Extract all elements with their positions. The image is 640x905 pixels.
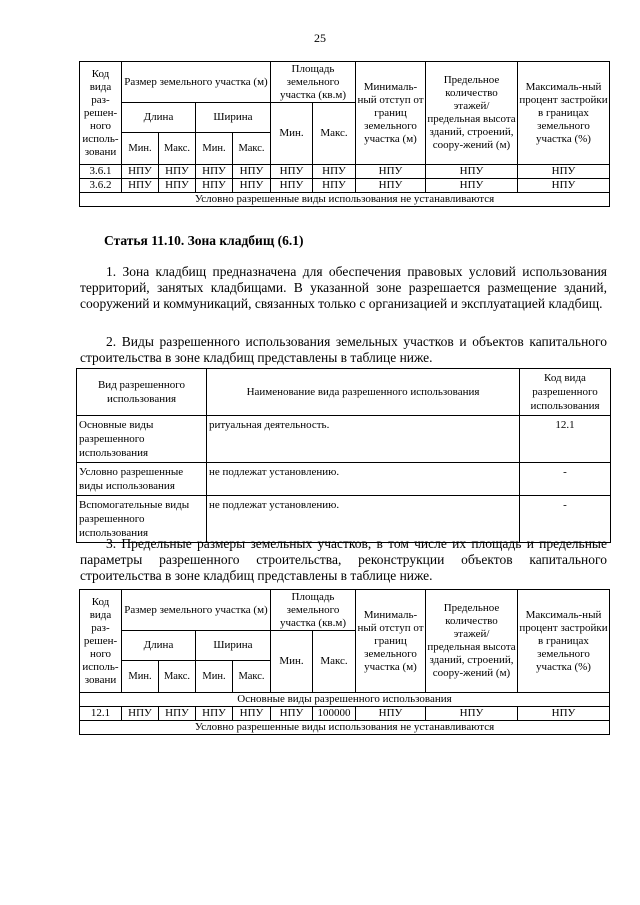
cell: НПУ — [426, 179, 518, 193]
table-row — [80, 707, 610, 721]
paragraph-2: 2. Виды разрешенного использования земельных участков и объектов капитального строительства в зоне кладбищ представлены в таблице ниже. — [80, 334, 607, 365]
table-row — [80, 179, 610, 193]
header-length-max: Макс. — [159, 661, 196, 693]
parameters-table-1 — [79, 61, 610, 207]
header-use-name: Наименование вида разрешенного использования — [207, 369, 520, 416]
cell: 12.1 — [520, 416, 611, 463]
header-use-code: Код вида разрешенного использования — [520, 369, 611, 416]
permitted-use-table — [76, 368, 611, 543]
cell: НПУ — [233, 165, 271, 179]
table-row — [77, 416, 611, 463]
header-width-min: Мин. — [196, 133, 233, 165]
header-length-min: Мин. — [122, 133, 159, 165]
parameters-table-2 — [79, 589, 610, 735]
header-size: Размер земельного участка (м) — [122, 62, 271, 103]
header-area-min: Мин. — [271, 103, 313, 165]
cell: НПУ — [356, 179, 426, 193]
paragraph-3: 3. Предельные размеры земельных участков, в том числе их площадь и предельные параметры разрешенного строительства, реконструкции объектов капитального строительства в зоне кладбищ представлены в таблице ниже. — [80, 536, 607, 583]
cell: НПУ — [196, 707, 233, 721]
cell: не подлежат установлению. — [207, 463, 520, 496]
header-area-max: Макс. — [313, 103, 356, 165]
cell: НПУ — [313, 165, 356, 179]
header-length: Длина — [122, 103, 196, 133]
cell: НПУ — [122, 179, 159, 193]
header-length-max: Макс. — [159, 133, 196, 165]
header-coverage: Максималь-ный процент застройки в границах земельного участка (%) — [518, 62, 610, 165]
page-number: 25 — [314, 31, 326, 45]
header-code: Код вида раз-решен-ного исполь-зовани — [80, 62, 122, 165]
cell: 100000 — [313, 707, 356, 721]
header-setback: Минималь-ный отступ от границ земельного участка (м) — [356, 590, 426, 693]
cell: НПУ — [122, 165, 159, 179]
cell: НПУ — [159, 179, 196, 193]
table-section-label: Основные виды разрешенного использования — [80, 693, 610, 707]
cell: ритуальная деятельность. — [207, 416, 520, 463]
header-width-min: Мин. — [196, 661, 233, 693]
header-size: Размер земельного участка (м) — [122, 590, 271, 631]
article-heading: Статья 11.10. Зона кладбищ (6.1) — [104, 233, 304, 248]
cell: НПУ — [271, 165, 313, 179]
cell: Вспомогательные виды разрешенного использования — [77, 496, 207, 543]
cell: НПУ — [159, 707, 196, 721]
cell: 3.6.1 — [80, 165, 122, 179]
cell: НПУ — [426, 165, 518, 179]
header-length: Длина — [122, 631, 196, 661]
header-floors: Предельное количество этажей/ предельная высота зданий, строений, соору-жений (м) — [426, 590, 518, 693]
header-width-max: Макс. — [233, 661, 271, 693]
header-area: Площадь земельного участка (кв.м) — [271, 62, 356, 103]
table-row — [80, 165, 610, 179]
cell: НПУ — [233, 707, 271, 721]
cell: 12.1 — [80, 707, 122, 721]
header-area-max: Макс. — [313, 631, 356, 693]
header-area: Площадь земельного участка (кв.м) — [271, 590, 356, 631]
cell: НПУ — [271, 179, 313, 193]
cell: - — [520, 463, 611, 496]
cell: НПУ — [313, 179, 356, 193]
cell: НПУ — [271, 707, 313, 721]
cell: Основные виды разрешенного использования — [77, 416, 207, 463]
cell: НПУ — [196, 179, 233, 193]
cell: НПУ — [159, 165, 196, 179]
header-coverage: Максималь-ный процент застройки в границах земельного участка (%) — [518, 590, 610, 693]
cell: НПУ — [426, 707, 518, 721]
header-floors: Предельное количество этажей/ предельная высота зданий, строений, соору-жений (м) — [426, 62, 518, 165]
cell: НПУ — [518, 165, 610, 179]
cell: НПУ — [122, 707, 159, 721]
header-setback: Минималь-ный отступ от границ земельного участка (м) — [356, 62, 426, 165]
cell: НПУ — [518, 707, 610, 721]
cell: НПУ — [233, 179, 271, 193]
cell: не подлежат установлению. — [207, 496, 520, 543]
header-area-min: Мин. — [271, 631, 313, 693]
table-row — [77, 463, 611, 496]
table-footer-note: Условно разрешенные виды использования не устанавливаются — [80, 721, 610, 735]
header-use-type: Вид разрешенного использования — [77, 369, 207, 416]
cell: НПУ — [356, 165, 426, 179]
header-code: Код вида раз-решен-ного исполь-зовани — [80, 590, 122, 693]
cell: НПУ — [196, 165, 233, 179]
cell: - — [520, 496, 611, 543]
cell: 3.6.2 — [80, 179, 122, 193]
header-width-max: Макс. — [233, 133, 271, 165]
header-length-min: Мин. — [122, 661, 159, 693]
header-width: Ширина — [196, 103, 271, 133]
paragraph-1: 1. Зона кладбищ предназначена для обеспечения правовых условий использования территорий, занятых кладбищами. В указанной зоне разрешается размещение зданий, сооружений и коммуникаций, связанных только с организацией и эксплуатацией кладбищ. — [80, 264, 607, 311]
cell: НПУ — [356, 707, 426, 721]
cell: НПУ — [518, 179, 610, 193]
header-width: Ширина — [196, 631, 271, 661]
cell: Условно разрешенные виды использования — [77, 463, 207, 496]
table-footer-note: Условно разрешенные виды использования не устанавливаются — [80, 193, 610, 207]
